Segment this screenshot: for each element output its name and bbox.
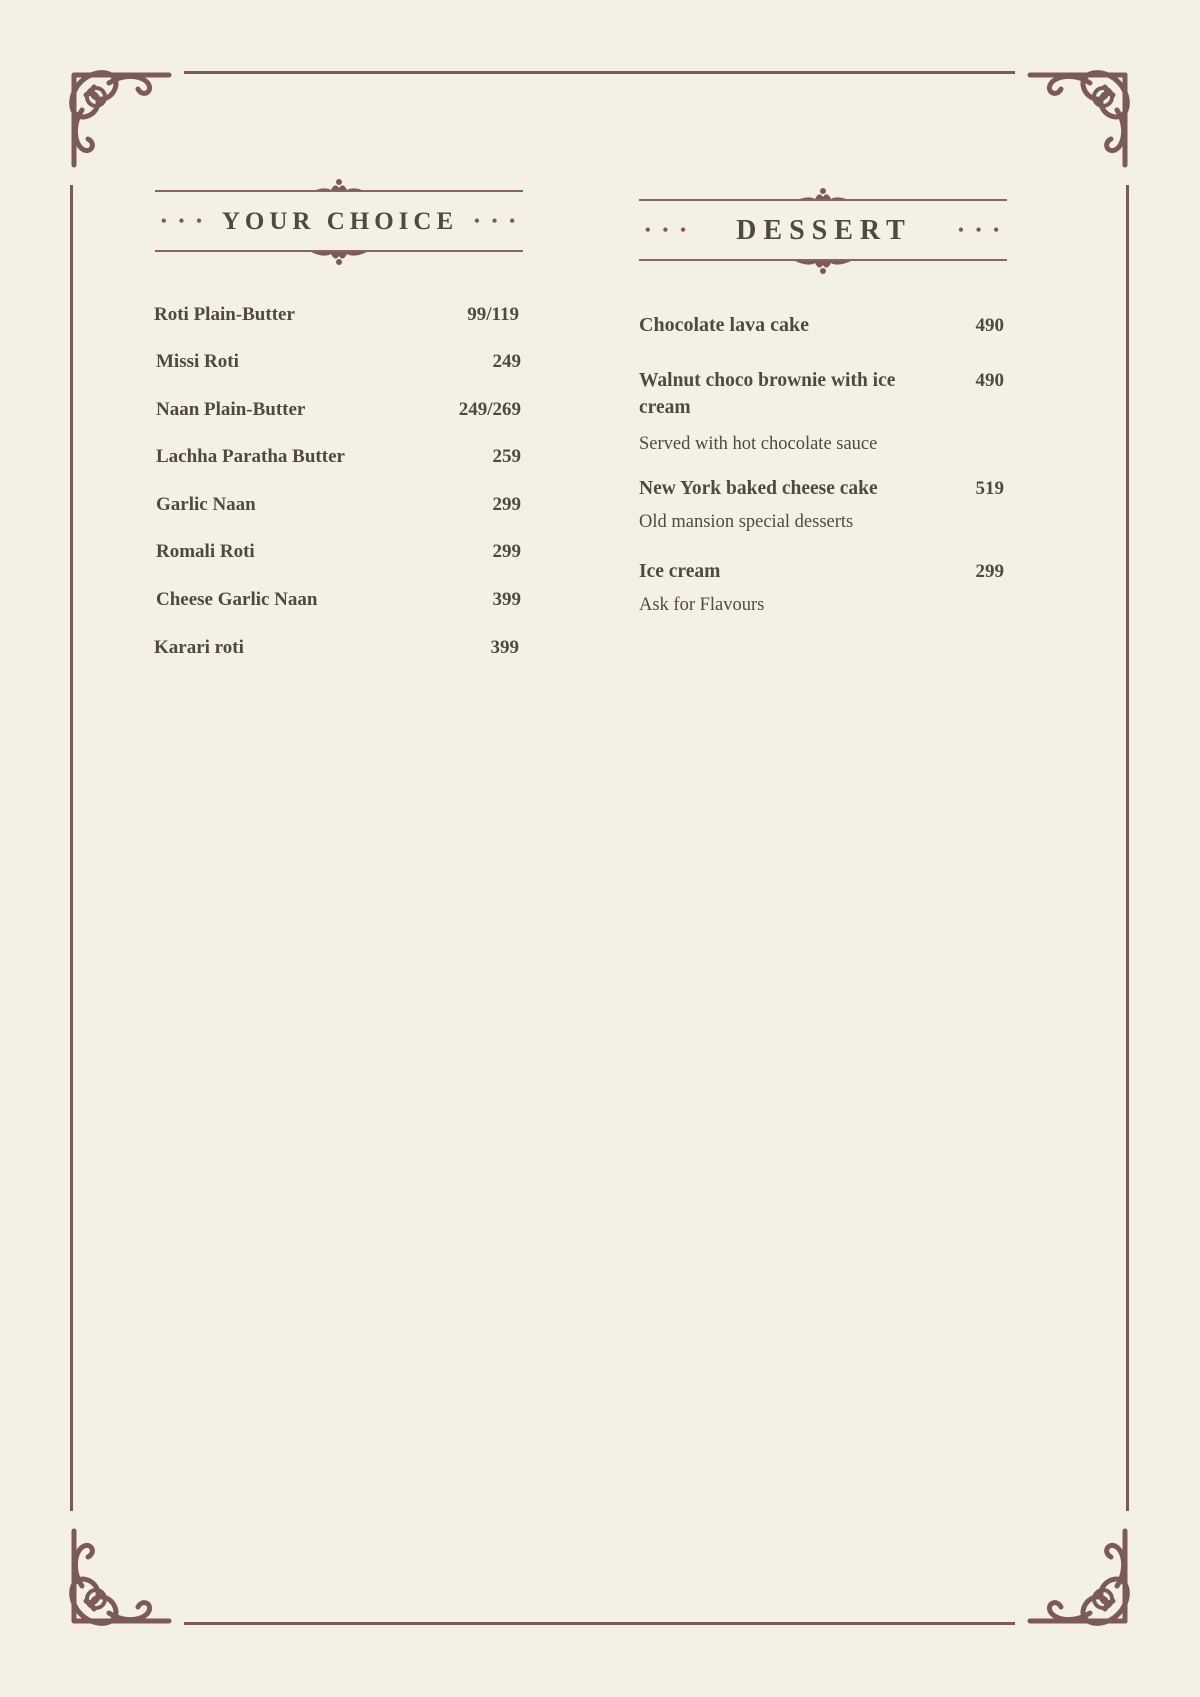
menu-item-price: 249/269 [458, 399, 521, 420]
dots-right: • • • [474, 213, 519, 230]
menu-item-price: 399 [490, 637, 519, 658]
crown-ornament-icon [309, 250, 369, 266]
menu-item-description: Ask for Flavours [639, 595, 765, 615]
menu-item-price: 299 [492, 494, 521, 515]
menu-item-name: New York baked cheese cake [639, 478, 878, 499]
menu-item-name: Ice cream [639, 561, 721, 582]
menu-item-price: 519 [975, 478, 1004, 499]
dots-right: • • • [958, 222, 1003, 239]
section-header-dessert [639, 187, 1007, 267]
section-title: DESSERT [736, 215, 912, 246]
menu-item-name: Walnut choco brownie with ice cream [639, 370, 896, 418]
menu-item-name: Naan Plain-Butter [156, 399, 306, 420]
menu-item-description: Old mansion special desserts [639, 512, 854, 532]
menu-item-price: 490 [975, 315, 1004, 336]
menu-item-price: 259 [492, 446, 521, 467]
menu-item-name: Garlic Naan [156, 494, 256, 515]
menu-item-price: 399 [492, 589, 521, 610]
corner-ornament-bottom-right [1015, 1511, 1135, 1631]
menu-item-price: 249 [492, 351, 521, 372]
menu-item-name: Karari roti [154, 637, 244, 658]
menu-item-name: Missi Roti [156, 351, 239, 372]
menu-item-price: 299 [492, 541, 521, 562]
menu-item-name: Chocolate lava cake [639, 314, 809, 336]
menu-item-price: 490 [975, 370, 1004, 391]
crown-ornament-icon [793, 259, 853, 275]
dots-left: • • • [161, 213, 206, 230]
menu-item-name: Cheese Garlic Naan [156, 589, 318, 610]
menu-item-price: 299 [975, 561, 1004, 582]
section-header-your-choice [155, 178, 523, 258]
dots-left: • • • [645, 222, 690, 239]
menu-item-price: 99/119 [467, 304, 519, 325]
menu-item-name: Lachha Paratha Butter [156, 446, 345, 467]
section-title: YOUR CHOICE [221, 208, 459, 235]
menu-item-description: Served with hot chocolate sauce [639, 434, 878, 454]
corner-ornament-top-right [1015, 65, 1135, 185]
menu-item-name: Romali Roti [156, 541, 255, 562]
menu-item-name: Roti Plain-Butter [154, 304, 295, 325]
corner-ornament-top-left [64, 65, 184, 185]
corner-ornament-bottom-left [64, 1511, 184, 1631]
